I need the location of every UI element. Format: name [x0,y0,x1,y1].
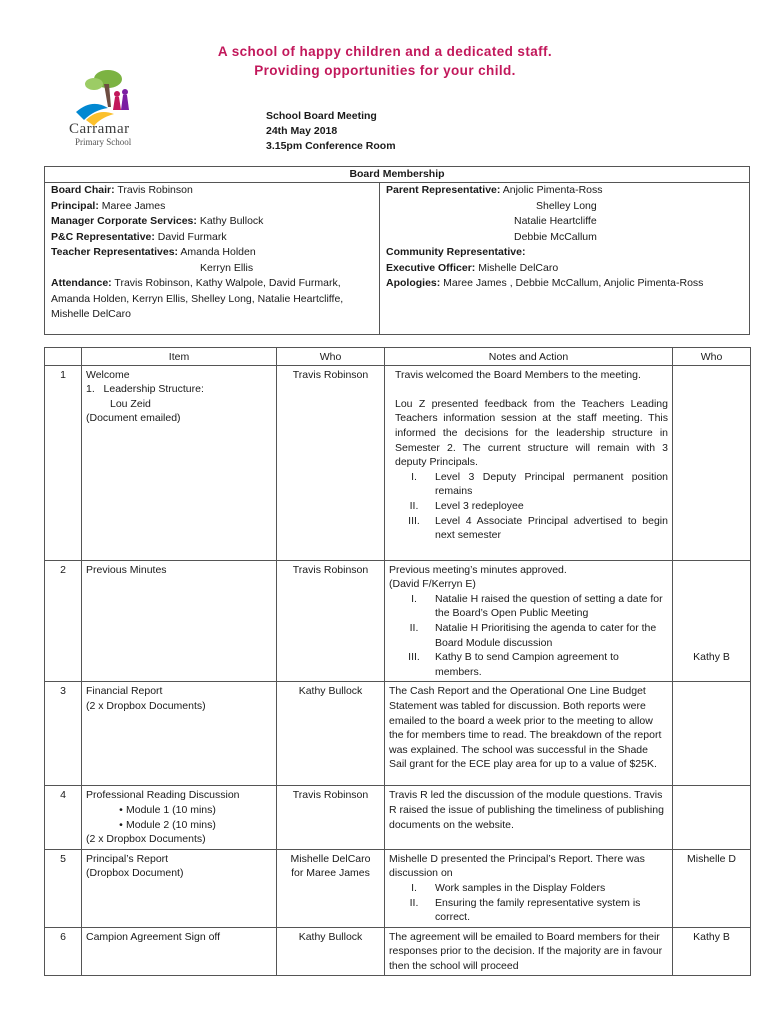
row-item [82,786,277,849]
teacher-rep-line [51,245,379,261]
agenda-header-row [45,348,751,366]
parent-rep-value-4: Debbie McCallum [514,230,597,243]
row-who-action [673,560,751,682]
row-number: 6 [45,927,82,976]
notes-list [389,470,668,543]
board-chair-label: Board Chair: [51,184,115,196]
action-owner: Kathy B [693,650,730,663]
row-notes [385,365,673,560]
row-who-action [673,365,751,560]
item-sub-2: Lou Zeid [110,397,151,410]
row-notes: The Cash Report and the Operational One Line Budget Statement was tabled for discussion. Both reports were emailed to the board a week prior to the meeting to allow the for members time to read. The breakdown of the report was explained. The school was successful in the Shade Sail grant for the ECE play area for up to a value of $25K. [385,682,673,786]
manager-label: Manager Corporate Services: [51,215,197,227]
row-notes: The agreement will be emailed to Board members for their responses prior to the decision. If the majority are in favour then the school will proceed [385,927,673,976]
row-item [82,849,277,927]
row-number: 5 [45,849,82,927]
row-who-action [673,786,751,849]
row-who: Travis Robinson [277,365,385,560]
list-item: III. Kathy B to send Campion agreement to members. [408,651,619,678]
notes-para-1: Travis welcomed the Board Members to the meeting. [395,368,641,381]
header-item: Item [82,348,277,366]
board-chair-line [51,183,379,199]
row-number: 3 [45,682,82,786]
notes-para-2: (David F/Kerryn E) [389,578,476,591]
row-item [82,365,277,560]
principal-value: Maree James [101,199,166,212]
row-who: Mishelle DelCaro for Maree James [277,849,385,927]
apologies-label: Apologies: [386,277,441,289]
row-who: Kathy Bullock [277,927,385,976]
item-bullets [86,803,272,832]
notes-para-1: Mishelle D presented the Principal’s Report. There was discussion on [389,852,645,880]
attendance-line [51,276,379,323]
list-item: I. Level 3 Deputy Principal permanent position remains [411,470,668,498]
teacher-rep-value-2: Kerryn Ellis [200,261,254,274]
table-row [45,786,751,849]
apologies-line [386,276,749,292]
tagline-line-1: A school of happy children and a dedicated staff. [217,44,553,59]
principal-label: Principal: [51,199,99,212]
item-sub-3: (Document emailed) [86,412,181,425]
membership-right-column [380,183,749,334]
row-number: 4 [45,786,82,849]
header-who: Who [277,348,385,366]
board-membership-box [44,166,750,335]
row-who: Travis Robinson [277,786,385,849]
pc-rep-label: P&C Representative: [51,230,155,243]
logo-school-name: Carramar [69,121,130,137]
teacher-rep-value-1: Amanda Holden [180,246,256,258]
row-item [82,682,277,786]
list-item: I. Natalie H raised the question of setting a date for the Board’s Open Public Meeting [411,592,663,620]
membership-left-column [45,183,380,334]
manager-value: Kathy Bullock [199,215,264,227]
meeting-title: School Board Meeting [266,110,377,122]
row-number: 1 [45,365,82,560]
row-who: Travis Robinson [277,560,385,682]
item-sub: (Dropbox Document) [86,867,184,880]
exec-officer-label: Executive Officer: [386,261,476,274]
item-sub: 1. Leadership Structure: [86,383,204,396]
table-row [45,849,751,927]
header-num [45,348,82,366]
item-title: Professional Reading Discussion [86,789,240,802]
parent-rep-line [386,183,749,199]
pc-rep-line [51,230,379,246]
list-item: II. Natalie H Prioritising the agenda to cater for the Board Module discussion [409,621,657,649]
list-item: • Module 1 (10 mins) [119,803,216,816]
row-notes [385,560,673,682]
list-item: III. Level 4 Associate Principal advertised to begin next semester [408,514,668,542]
table-row [45,682,751,786]
row-who-action: Kathy B [673,927,751,976]
exec-officer-value: Mishelle DelCaro [478,261,559,274]
table-row [45,560,751,682]
row-item [82,560,277,682]
row-notes [385,849,673,927]
item-sub: (2 x Dropbox Documents) [86,833,206,846]
apologies-value: Maree James , Debbie McCallum, Anjolic Pimenta-Ross [443,277,704,289]
parent-rep-value-3: Natalie Heartcliffe [514,215,597,227]
parent-rep-label: Parent Representative: [386,184,501,196]
row-notes: Travis R led the discussion of the module questions. Travis R raised the issue of publishing the timeliness of publishing documents on the website. [385,786,673,849]
row-who-action [673,682,751,786]
row-item [82,927,277,976]
notes-para-1: Previous meeting’s minutes approved. [389,563,567,576]
row-who: Kathy Bullock [277,682,385,786]
row-who-action: Mishelle D [673,849,751,927]
meeting-details [266,109,396,154]
agenda-table [44,347,751,976]
tagline-line-2: Providing opportunities for your child. [254,63,516,78]
community-rep-label: Community Representative: [386,246,526,258]
notes-list [389,881,668,925]
attendance-value: Travis Robinson, Kathy Walpole, David Furmark, Amanda Holden, Kerryn Ellis, Shelley Long, Natalie Heartcliffe, Mishelle DelCaro [51,277,344,320]
exec-officer-line [386,261,749,277]
teacher-rep-label: Teacher Representatives: [51,246,179,258]
meeting-date: 24th May 2018 [266,125,338,137]
principal-line [51,199,379,215]
pc-rep-value: David Furmark [157,230,227,243]
parent-rep-value-2: Shelley Long [536,199,597,212]
header-who-action: Who [673,348,751,366]
board-membership-heading: Board Membership [45,167,749,183]
item-title: Welcome [86,368,130,381]
list-item: II. Level 3 redeployee [409,499,524,512]
header-notes: Notes and Action [385,348,673,366]
attendance-label: Attendance: [51,277,112,289]
meeting-time: 3.15pm Conference Room [266,140,396,152]
logo-school-sub: Primary School [75,137,132,147]
table-row [45,365,751,560]
list-item: • Module 2 (10 mins) [119,818,216,831]
notes-para-2: Lou Z presented feedback from the Teachers Leading Teachers information session at the staff meeting. This informed the decisions for the leadership structure in Semester 2. The current structure will remain with 3 deputy Principals. [395,397,668,469]
parent-rep-value-1: Anjolic Pimenta-Ross [502,184,603,196]
item-sub: (2 x Dropbox Documents) [86,699,206,712]
notes-list [389,592,668,680]
item-title: Campion Agreement Sign off [86,930,221,943]
table-row [45,927,751,976]
board-chair-value: Travis Robinson [117,184,193,196]
community-rep-line [386,245,749,261]
list-item: I. Work samples in the Display Folders [411,881,606,894]
item-title: Principal’s Report [86,852,169,865]
item-title: Previous Minutes [86,563,167,576]
manager-line [51,214,379,230]
item-title: Financial Report [86,685,163,698]
list-item: II. Ensuring the family representative system is correct. [409,896,641,924]
row-number: 2 [45,560,82,682]
